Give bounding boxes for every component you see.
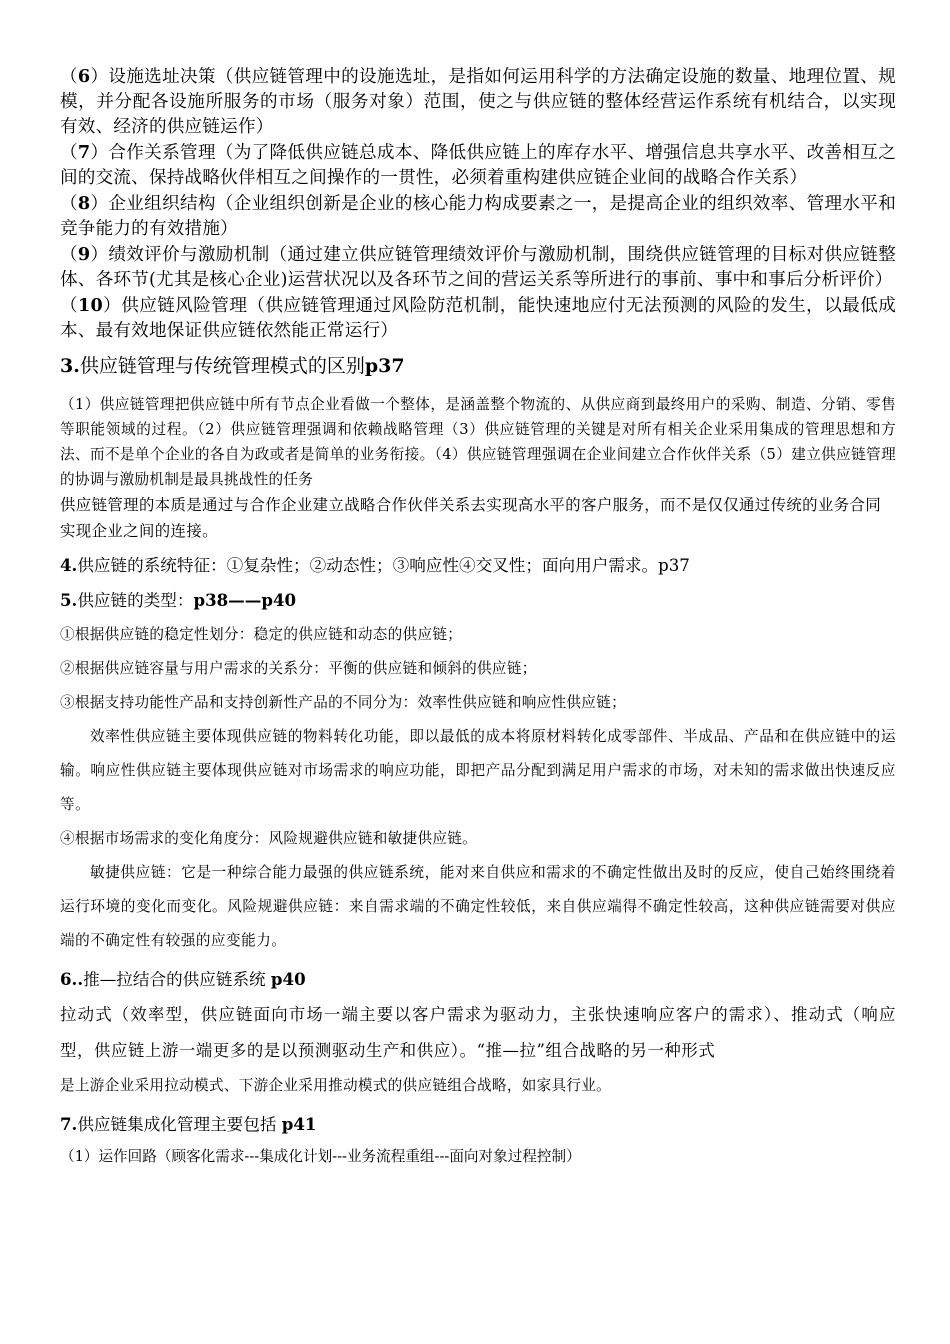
- section-text: 供应链的系统特征：①复杂性；②动态性；③响应性④交叉性；面向用户需求。p37: [77, 556, 690, 575]
- list-item-6: （6）设施选址决策（供应链管理中的设施选址，是指如何运用科学的方法确定设施的数量、地理位置、规模，并分配各设施所服务的市场（服务对象）范围，使之与供应链的整体经营运作系统有机结合，以实现有效、经济的供应链运作）: [60, 66, 896, 137]
- section-number: 7.: [60, 1114, 78, 1134]
- section-7-heading: [60, 1109, 896, 1140]
- section-title: 推—拉结合的供应链系统: [83, 970, 266, 989]
- page-ref: p38——p40: [193, 590, 297, 610]
- section-3-body: （1）供应链管理把供应链中所有节点企业看做一个整体，是涵盖整个物流的、从供应商到最终用户的采购、制造、分销、零售等职能领域的过程。（2）供应链管理强调和依赖战略管理（3）供应链管理的关键是对所有相关企业采用集成的管理思想和方法、而不是单个企业的各自为政或者是简单的业务衔接。（4）供应链管理强调在企业间建立合作伙伴关系（5）建立供应链管理的协调与激励机制是最具挑战性的任务: [60, 396, 896, 488]
- type-item-4: ④根据市场需求的变化角度分：风险规避供应链和敏捷供应链。: [60, 830, 478, 847]
- item-number: 9: [77, 244, 91, 265]
- type-3-explanation: 效率性供应链主要体现供应链的物料转化功能，即以最低的成本将原材料转化成零部件、半成品、产品和在供应链中的运输。响应性供应链主要体现供应链对市场需求的响应功能，即把产品分配到满足用户需求的市场，对未知的需求做出快速反应等。: [60, 728, 896, 813]
- document-page: [60, 64, 896, 1172]
- section-title: 供应链的类型：: [77, 591, 194, 610]
- item-number: 10: [78, 295, 103, 316]
- section-title: 供应链管理与传统管理模式的区别: [79, 355, 365, 377]
- section-3-heading: [60, 352, 896, 380]
- list-item-7: （7）合作关系管理（为了降低供应链总成本、降低供应链上的库存水平、增强信息共享水平、改善相互之间的交流、保持战略伙伴相互之间操作的一贯性，必须着重构建供应链企业间的战略合作关系）: [60, 142, 896, 188]
- page-ref: p40: [270, 969, 306, 989]
- item-text: 企业组织结构（企业组织创新是企业的核心能力构成要素之一，是提高企业的组织效率、管理水平和竞争能力的有效措施）: [60, 194, 896, 239]
- section-number: 6..: [60, 969, 84, 989]
- section-4-heading: [60, 552, 896, 579]
- item-number: 6: [77, 66, 91, 87]
- section-number: 3.: [60, 355, 80, 377]
- item-text: 绩效评价与激励机制（通过建立供应链管理绩效评价与激励机制，围绕供应链管理的目标对供应链整体、各环节(尤其是核心企业)运营状况以及各环节之间的营运关系等所进行的事前、事中和事后分析评价）: [60, 245, 896, 290]
- type-4-explanation: 敏捷供应链：它是一种综合能力最强的供应链系统，能对来自供应和需求的不确定性做出及时的反应，使自己始终围绕着运行环境的变化而变化。风险规避供应链：来自需求端的不确定性较低，来自供应端得不确定性较高，这种供应链需要对供应端的不确定性有较强的应变能力。: [60, 864, 896, 949]
- section-number: 5.: [60, 590, 78, 610]
- section-6-body: 拉动式（效率型，供应链面向市场一端主要以客户需求为驱动力，主张快速响应客户的需求）、推动式（响应型，供应链上游一端更多的是以预测驱动生产和供应）。“推—拉”组合战略的另一种形式: [60, 1005, 896, 1060]
- section-5-heading: [60, 587, 896, 614]
- item-number: 7: [77, 142, 91, 163]
- list-item-10: （10）供应链风险管理（供应链管理通过风险防范机制，能快速地应付无法预测的风险的发生，以最低成本、最有效地保证供应链依然能正常运行）: [60, 295, 897, 341]
- page-ref: p37: [364, 355, 405, 377]
- section-6-body-cont: 是上游企业采用拉动模式、下游企业采用推动模式的供应链组合战略，如家具行业。: [60, 1077, 612, 1094]
- item-text: 合作关系管理（为了降低供应链总成本、降低供应链上的库存水平、增强信息共享水平、改善相互之间的交流、保持战略伙伴相互之间操作的一贯性，必须着重构建供应链企业间的战略合作关系）: [60, 143, 896, 188]
- list-item-9: （9）绩效评价与激励机制（通过建立供应链管理绩效评价与激励机制，围绕供应链管理的目标对供应链整体、各环节(尤其是核心企业)运营状况以及各环节之间的营运关系等所进行的事前、事中和事后分析评价）: [60, 244, 896, 290]
- page-ref: p41: [281, 1114, 317, 1134]
- item-text: 供应链风险管理（供应链管理通过风险防范机制，能快速地应付无法预测的风险的发生，以最低成本、最有效地保证供应链依然能正常运行）: [60, 296, 897, 341]
- item-text: 设施选址决策（供应链管理中的设施选址，是指如何运用科学的方法确定设施的数量、地理位置、规模，并分配各设施所服务的市场（服务对象）范围，使之与供应链的整体经营运作系统有机结合，以实现有效、经济的供应链运作）: [60, 67, 896, 137]
- section-6-heading: [60, 964, 896, 995]
- list-item-8: （8）企业组织结构（企业组织创新是企业的核心能力构成要素之一，是提高企业的组织效率、管理水平和竞争能力的有效措施）: [60, 193, 896, 239]
- section-3-essence: 供应链管理的本质是通过与合作企业建立战略合作伙伴关系去实现高水平的客户服务，而不是仅仅通过传统的业务合同实现企业之间的连接。: [60, 496, 882, 540]
- item-number: 8: [77, 193, 91, 214]
- type-item-2: ②根据供应链容量与用户需求的关系分：平衡的供应链和倾斜的供应链；: [60, 660, 537, 677]
- type-item-1: ①根据供应链的稳定性划分：稳定的供应链和动态的供应链；: [60, 626, 463, 643]
- section-number: 4.: [60, 555, 78, 575]
- section-7-item-1: （1）运作回路（顾客化需求---集成化计划---业务流程重组---面向对象过程控制）: [60, 1148, 581, 1165]
- section-title: 供应链集成化管理主要包括: [77, 1115, 277, 1134]
- type-item-3: ③根据支持功能性产品和支持创新性产品的不同分为：效率性供应链和响应性供应链；: [60, 694, 626, 711]
